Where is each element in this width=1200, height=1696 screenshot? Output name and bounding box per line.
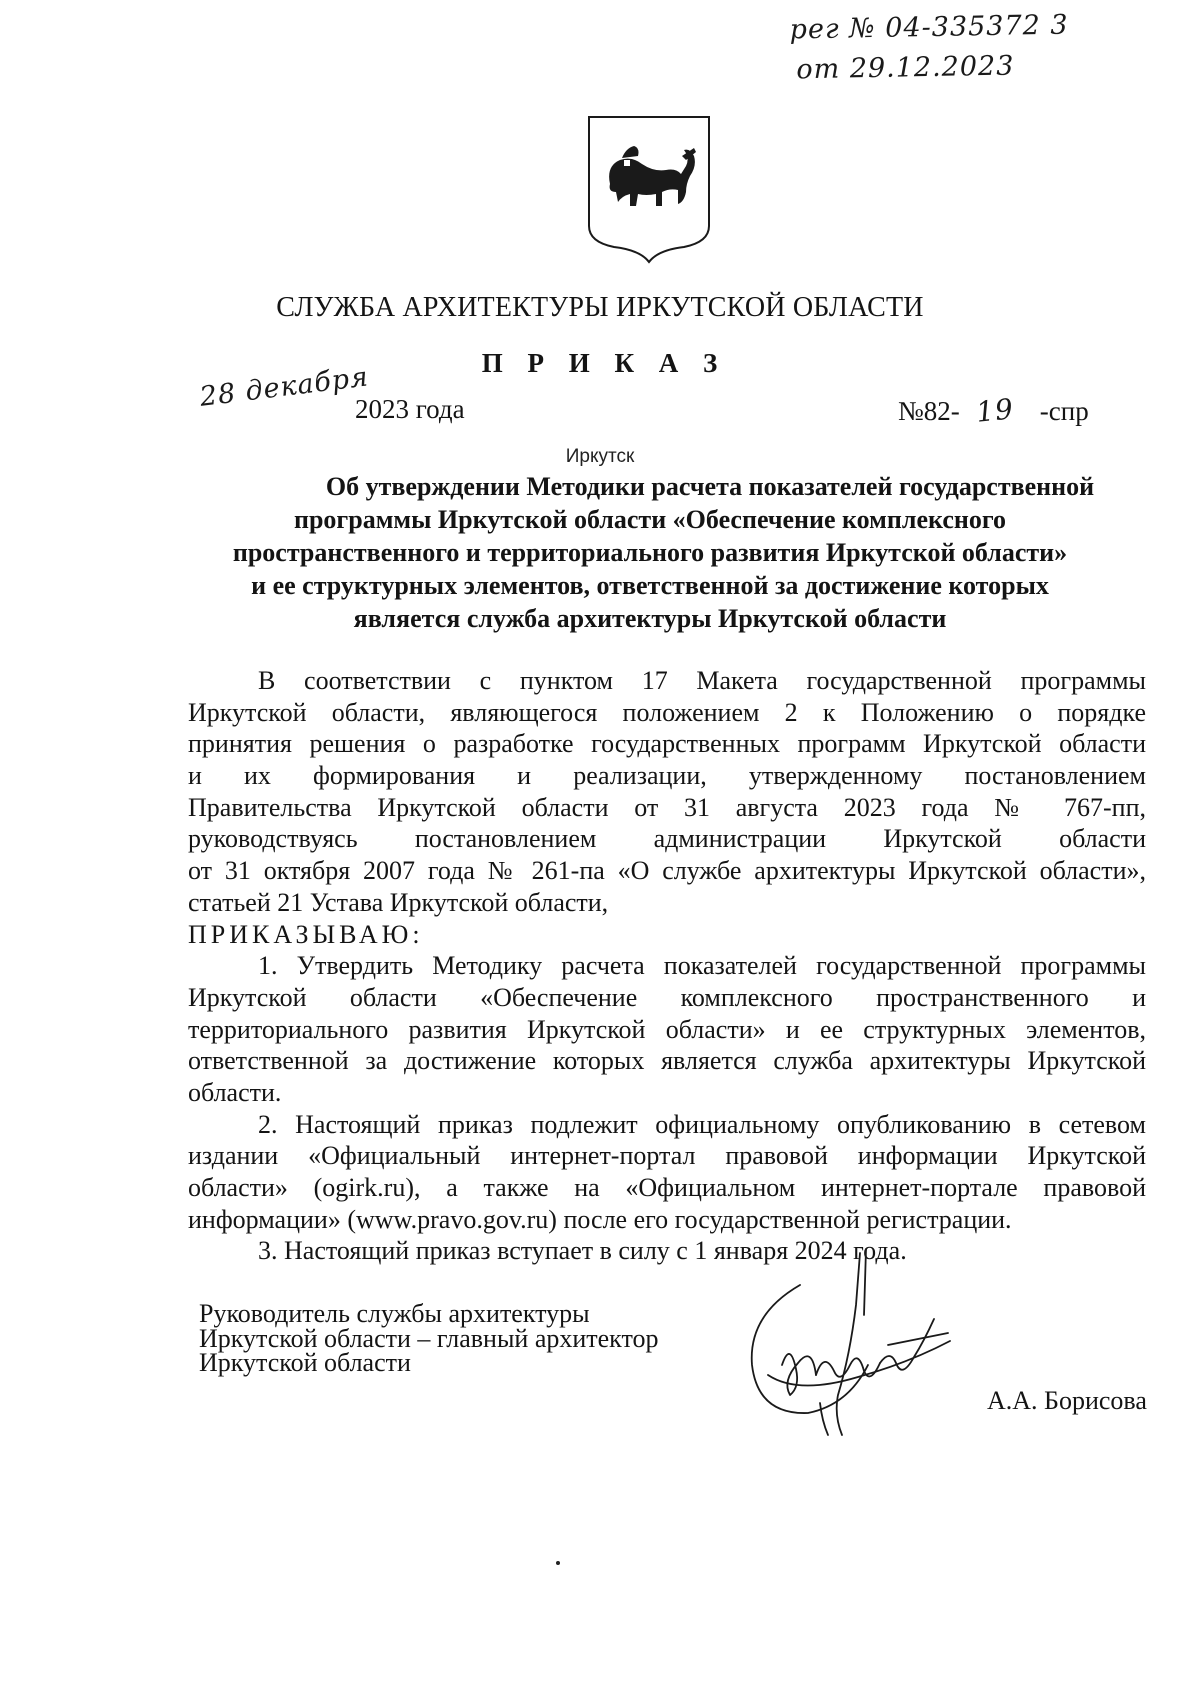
signer-name: А.А. Борисова: [987, 1386, 1147, 1415]
subject-line: программы Иркутской области «Обеспечение комплексного: [293, 505, 1007, 534]
signer-position-line: Руководитель службы архитектуры: [199, 1299, 590, 1328]
item3-line: 3. Настоящий приказ вступает в силу с 1 января 2024 года.: [258, 1236, 907, 1266]
item2-line: 2. Настоящий приказ подлежит официальному опубликованию в сетевом: [258, 1109, 1146, 1139]
handwritten-signature: [738, 1245, 963, 1445]
subject-line: и ее структурных элементов, ответственной за достижение которых: [251, 571, 1049, 600]
registration-stamp: [789, 6, 1069, 91]
item1-line: территориального развития Иркутской области» и ее структурных элементов,: [188, 1014, 1146, 1044]
item2-line: информации» (www.pravo.gov.ru) после его государственной регистрации.: [188, 1204, 1012, 1234]
registration-number: рег № 04-335372 3: [789, 9, 1069, 46]
order-title: П Р И К А З: [481, 348, 727, 378]
signer-position-line: Иркутской области – главный архитектор: [199, 1323, 659, 1353]
item1-line: 1. Утвердить Методику расчета показателей государственной программы: [258, 951, 1146, 981]
scan-artifact-dot: [556, 1561, 560, 1565]
item2-line: области» (ogirk.ru), а также на «Официальном интернет-портале правовой: [188, 1173, 1146, 1202]
handwritten-order-number: 19: [974, 392, 1016, 429]
order-word: ПРИКАЗЫВАЮ:: [188, 919, 424, 949]
order-number: [898, 394, 1089, 427]
preamble-line: статьей 21 Устава Иркутской области,: [188, 887, 609, 917]
handwritten-date: 28 декабря: [198, 361, 371, 413]
preamble-line: Правительства Иркутской области от 31 августа 2023 года № 767-пп,: [188, 792, 1146, 822]
signer-position-line: Иркутской области: [199, 1348, 411, 1377]
preamble-line: и их формирования и реализации, утвержденному постановлением: [188, 761, 1146, 791]
preamble-line: В соответствии с пунктом 17 Макета государственной программы: [258, 666, 1146, 695]
order-subject: [180, 470, 1120, 635]
preamble-line: от 31 октября 2007 года № 261-па «О службе архитектуры Иркутской области»,: [188, 856, 1146, 886]
preamble-line: Иркутской области, являющегося положением 2 к Положению о порядке: [188, 697, 1146, 727]
city-name: Иркутск: [565, 446, 635, 467]
order-body: [188, 665, 1146, 1267]
item1-line: ответственной за достижение которых является служба архитектуры Иркутской: [188, 1046, 1146, 1076]
coat-of-arms-icon: [586, 114, 712, 264]
item1-line: Иркутской области «Обеспечение комплексного пространственного и: [188, 982, 1146, 1012]
order-year: 2023 года: [355, 394, 465, 424]
registration-date: от 29.12.2023: [796, 50, 1015, 86]
order-number-prefix: №82-: [898, 396, 960, 426]
subject-line: является служба архитектуры Иркутской области: [353, 604, 947, 633]
item1-line: области.: [188, 1077, 282, 1107]
subject-line: Об утверждении Методики расчета показателей государственной: [325, 472, 1095, 501]
agency-name: СЛУЖБА АРХИТЕКТУРЫ ИРКУТСКОЙ ОБЛАСТИ: [276, 292, 924, 323]
preamble-line: принятия решения о разработке государственных программ Иркутской области: [188, 729, 1146, 759]
order-number-suffix: -спр: [1039, 396, 1089, 426]
item2-line: издании «Официальный интернет-портал правовой информации Иркутской: [188, 1141, 1146, 1171]
preamble-line: руководствуясь постановлением администрации Иркутской области: [188, 824, 1146, 854]
signer-position: [199, 1299, 659, 1377]
subject-line: пространственного и территориального развития Иркутской области»: [232, 538, 1068, 567]
